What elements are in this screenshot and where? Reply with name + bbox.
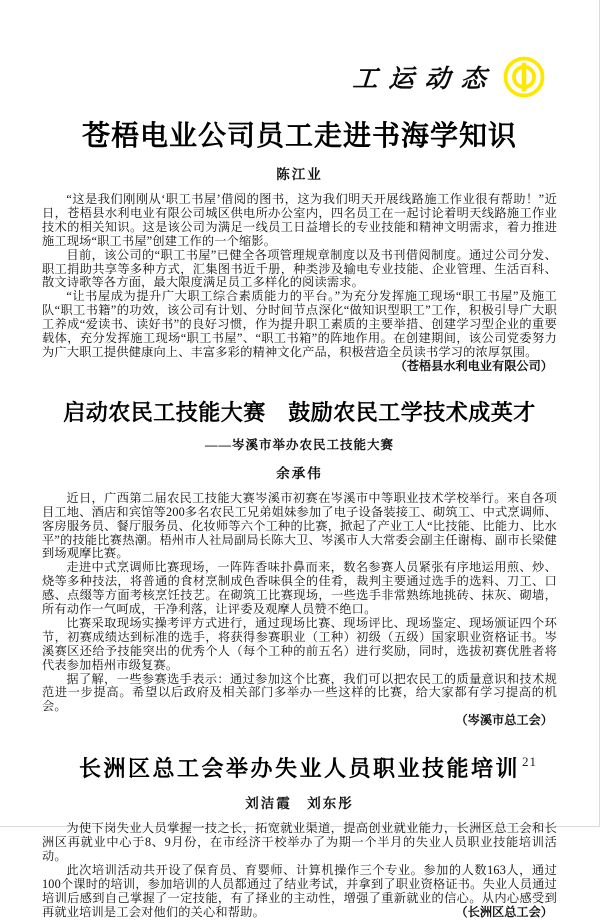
article-3-title: 长洲区总工会举办失业人员职业技能培训 (78, 756, 520, 782)
article-2-attribution: （岑溪市总工会） (455, 713, 553, 728)
article-1-title: 苍梧电业公司员工走进书海学知识 (81, 120, 517, 151)
article-2-title: 启动农民工技能大赛 鼓励农民工学技术成英才 (63, 399, 536, 425)
trade-union-emblem-icon (503, 56, 545, 98)
article-1-author: 陈江业 (276, 167, 323, 182)
article-1-attribution: （苍梧县水利电业有限公司） (394, 358, 553, 373)
article-3-body (42, 822, 557, 919)
page-number: 21 (522, 754, 537, 769)
article-2-body (42, 492, 557, 728)
paragraph: 近日，广西第二届农民工技能大赛岑溪市初赛在岑溪市中等职业技术学校举行。来自各项目工地、酒店和宾馆等200多名农民工兄弟姐妹参加了电子设备装接工、砌筑工、中式烹调师、客房服务员、餐厅服务员、化妆师等六个工种的比赛，掀起了产业工人“比技能、比能力、比水平”的技能比赛热潮。梧州市人社局副局长陈大卫、岑溪市人大常委会副主任谢梅、副市长梁健到场观摩比赛。 (42, 490, 557, 561)
article-1 (42, 114, 557, 374)
paragraph: 比赛采取现场实操考评方式进行，通过现场比赛、现场评比、现场鉴定、现场颁证四个环节，初赛成绩达到标准的选手，将获得参赛职业（工种）初级（五级）国家职业资格证书。岑溪赛区还给予技能突出的优秀个人（每个工种的前五名）进行奖励，同时，选拔初赛优胜者将代表参加梧州市级复赛。 (42, 615, 557, 672)
paragraph: 据了解，一些参赛选手表示：通过参加这个比赛，我们可以把农民工的质量意识和技术规范进一步提高。希望以后政府及相关部门多举办一些这样的比赛，给大家都有学习提高的机会。 (42, 671, 557, 714)
masthead-title: 工运动态 (351, 66, 498, 93)
article-3 (42, 752, 557, 919)
paragraph: 此次培训活动共开设了保育员、育婴师、计算机操作三个专业。参加的人数163人，通过100个课时的培训，参加培训的人员都通过了结业考试，并拿到了职业资格证书。失业人员通过培训后感到自己掌握了一定技能，有了择业的主动性，增强了重新就业的信心。从内心感受到再就业培训是工会对他们的关心和帮助。 (42, 862, 557, 919)
article-3-authors: 刘洁霞 刘东彤 (245, 796, 354, 812)
article-1-body (42, 193, 557, 374)
masthead (42, 0, 557, 98)
paragraph: 为使下岗失业人员掌握一技之长，拓宽就业渠道，提高创业就业能力，长洲区总工会和长洲区再就业中心于8、9月份，在市经济干校举办了为期一个半月的失业人员职业技能培训活动。 (42, 821, 557, 863)
paragraph: “这是我们刚刚从‘职工书屋’借阅的图书，这为我们明天开展线路施工作业很有帮助！”近日，苍梧县水利电业有限公司城区供电所办公室内，四名员工在一起讨论着明天线路施工作业技术的相关知识。这是该公司为满足一线员工日益增长的专业技能和精神文明需求，着力推进施工现场“职工书屋”创建工作的一个缩影。 (42, 192, 557, 248)
article-2-subtitle: ——岑溪市举办农民工技能大赛 (204, 437, 394, 452)
paragraph: 走进中式烹调师比赛现场，一阵阵香味扑鼻而来，数名参赛人员紧张有序地运用煎、炒、烧等多种技法，将普通的食材烹制成色香味俱全的佳肴，裁判主要通过选手的选料、刀工、口感、点缀等方面考核烹饪技艺。在砌筑工比赛现场，一些选手非常熟练地挑砖、抹灰、砌墙，所有动作一气呵成，干净利落，让评委及观摩人员赞不绝口。 (42, 560, 557, 617)
article-2 (42, 396, 557, 728)
article-2-author: 余承伟 (276, 465, 323, 481)
article-3-attribution: （长洲区总工会） (455, 904, 553, 919)
paragraph: 目前，该公司的“职工书屋”已健全各项管理规章制度以及书刊借阅制度。通过公司分发、职工捐助共享等多种方式，汇集图书近千册，种类涉及输电专业技能、企业管理、生活百科、散文诗歌等各方面，最大限度满足员工多样化的阅读需求。 (42, 247, 557, 290)
paragraph: “让书屋成为提升广大职工综合素质能力的平台。”为充分发挥施工现场“职工书屋”及施工队“职工书籍”的功效，该公司有计划、分时间节点深化“做知识型职工”工作，积极引导广大职工养成“爱读书、读好书”的良好习惯，作为提升职工素质的主要举措、创建学习型企业的重要载体，充分发挥施工现场“职工书屋”、“职工书箱”的阵地作用。在创建期间，该公司党委努力为广大职工提供健康向上、丰富多彩的精神文化产品，积极营造全员读书学习的浓厚氛围。 (42, 289, 557, 359)
